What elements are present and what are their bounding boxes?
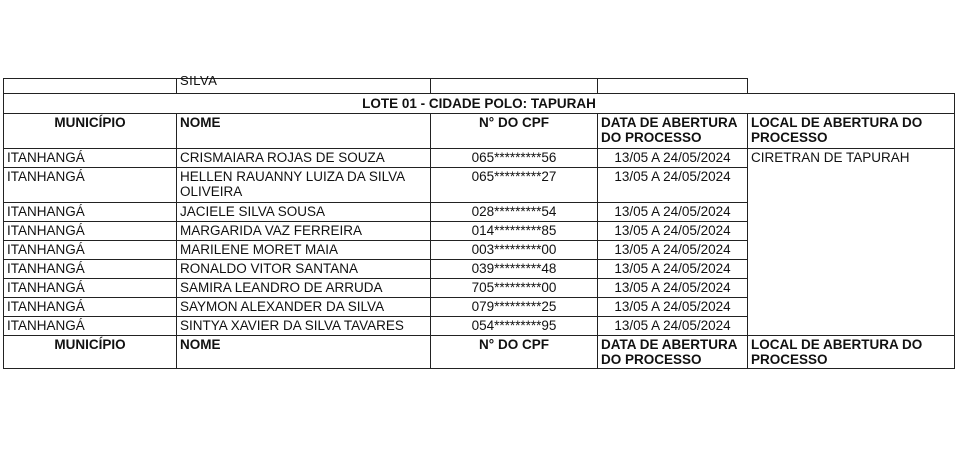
cell-data: 13/05 A 24/05/2024 [598, 203, 748, 222]
table-row [4, 149, 955, 168]
cell-nome: JACIELE SILVA SOUSA [177, 203, 431, 222]
cell-municipio: ITANHANGÁ [4, 149, 177, 168]
cell-nome: MARGARIDA VAZ FERREIRA [177, 222, 431, 241]
header-cpf: N° DO CPF [431, 114, 598, 149]
cell-cpf: 079*********25 [431, 298, 598, 317]
table-row [4, 298, 955, 317]
table-row [4, 317, 955, 336]
cell-data: 13/05 A 24/05/2024 [598, 317, 748, 336]
header-municipio: MUNICÍPIO [4, 336, 177, 369]
cell-data: 13/05 A 24/05/2024 [598, 260, 748, 279]
cell-nome: SINTYA XAVIER DA SILVA TAVARES [177, 317, 431, 336]
cell-nome: MARILENE MORET MAIA [177, 241, 431, 260]
cell-municipio: ITANHANGÁ [4, 222, 177, 241]
document-viewport[interactable] [0, 73, 960, 367]
table-row [4, 279, 955, 298]
cell-cpf: 039*********48 [431, 260, 598, 279]
cell-municipio: ITANHANGÁ [4, 168, 177, 203]
table-header-row-next [4, 336, 955, 369]
header-nome: NOME [177, 114, 431, 149]
header-cpf: N° DO CPF [431, 336, 598, 369]
header-local-abertura: LOCAL DE ABERTURA DO PROCESSO [748, 336, 955, 369]
table-row [4, 222, 955, 241]
cell-municipio: ITANHANGÁ [4, 298, 177, 317]
cell-data: 13/05 A 24/05/2024 [598, 298, 748, 317]
cell-municipio: ITANHANGÁ [4, 279, 177, 298]
lote-title-row [4, 94, 955, 114]
header-data-abertura: DATA DE ABERTURA DO PROCESSO [598, 336, 748, 369]
cell-local: CIRETRAN DE TAPURAH [748, 149, 955, 168]
cell-nome: CRISMAIARA ROJAS DE SOUZA [177, 149, 431, 168]
cell-cpf: 028*********54 [431, 203, 598, 222]
cell-municipio: ITANHANGÁ [4, 203, 177, 222]
previous-row-fragment [4, 79, 955, 94]
header-local-abertura: LOCAL DE ABERTURA DO PROCESSO [748, 114, 955, 149]
header-nome: NOME [177, 336, 431, 369]
cell-cpf: 705*********00 [431, 279, 598, 298]
previous-name-fragment: SILVA [180, 73, 218, 88]
cell-cpf: 003*********00 [431, 241, 598, 260]
applicants-table [3, 73, 955, 369]
cell-data: 13/05 A 24/05/2024 [598, 168, 748, 203]
cell-cpf: 065*********56 [431, 149, 598, 168]
table-row [4, 203, 955, 222]
cell-nome: HELLEN RAUANNY LUIZA DA SILVA OLIVEIRA [177, 168, 431, 203]
cell-nome: SAYMON ALEXANDER DA SILVA [177, 298, 431, 317]
cell-municipio: ITANHANGÁ [4, 241, 177, 260]
cell-municipio: ITANHANGÁ [4, 260, 177, 279]
cell-data: 13/05 A 24/05/2024 [598, 241, 748, 260]
cell-cpf: 054*********95 [431, 317, 598, 336]
cell-municipio: ITANHANGÁ [4, 317, 177, 336]
table-row [4, 168, 955, 203]
header-municipio: MUNICÍPIO [4, 114, 177, 149]
header-data-abertura: DATA DE ABERTURA DO PROCESSO [598, 114, 748, 149]
table-header-row [4, 114, 955, 149]
cell-data: 13/05 A 24/05/2024 [598, 222, 748, 241]
cell-cpf: 014*********85 [431, 222, 598, 241]
cell-nome: RONALDO VITOR SANTANA [177, 260, 431, 279]
table-row [4, 241, 955, 260]
cell-data: 13/05 A 24/05/2024 [598, 149, 748, 168]
cell-data: 13/05 A 24/05/2024 [598, 279, 748, 298]
table-row [4, 260, 955, 279]
cell-nome: SAMIRA LEANDRO DE ARRUDA [177, 279, 431, 298]
lote-title: LOTE 01 - CIDADE POLO: TAPURAH [4, 94, 955, 114]
cell-cpf: 065*********27 [431, 168, 598, 203]
